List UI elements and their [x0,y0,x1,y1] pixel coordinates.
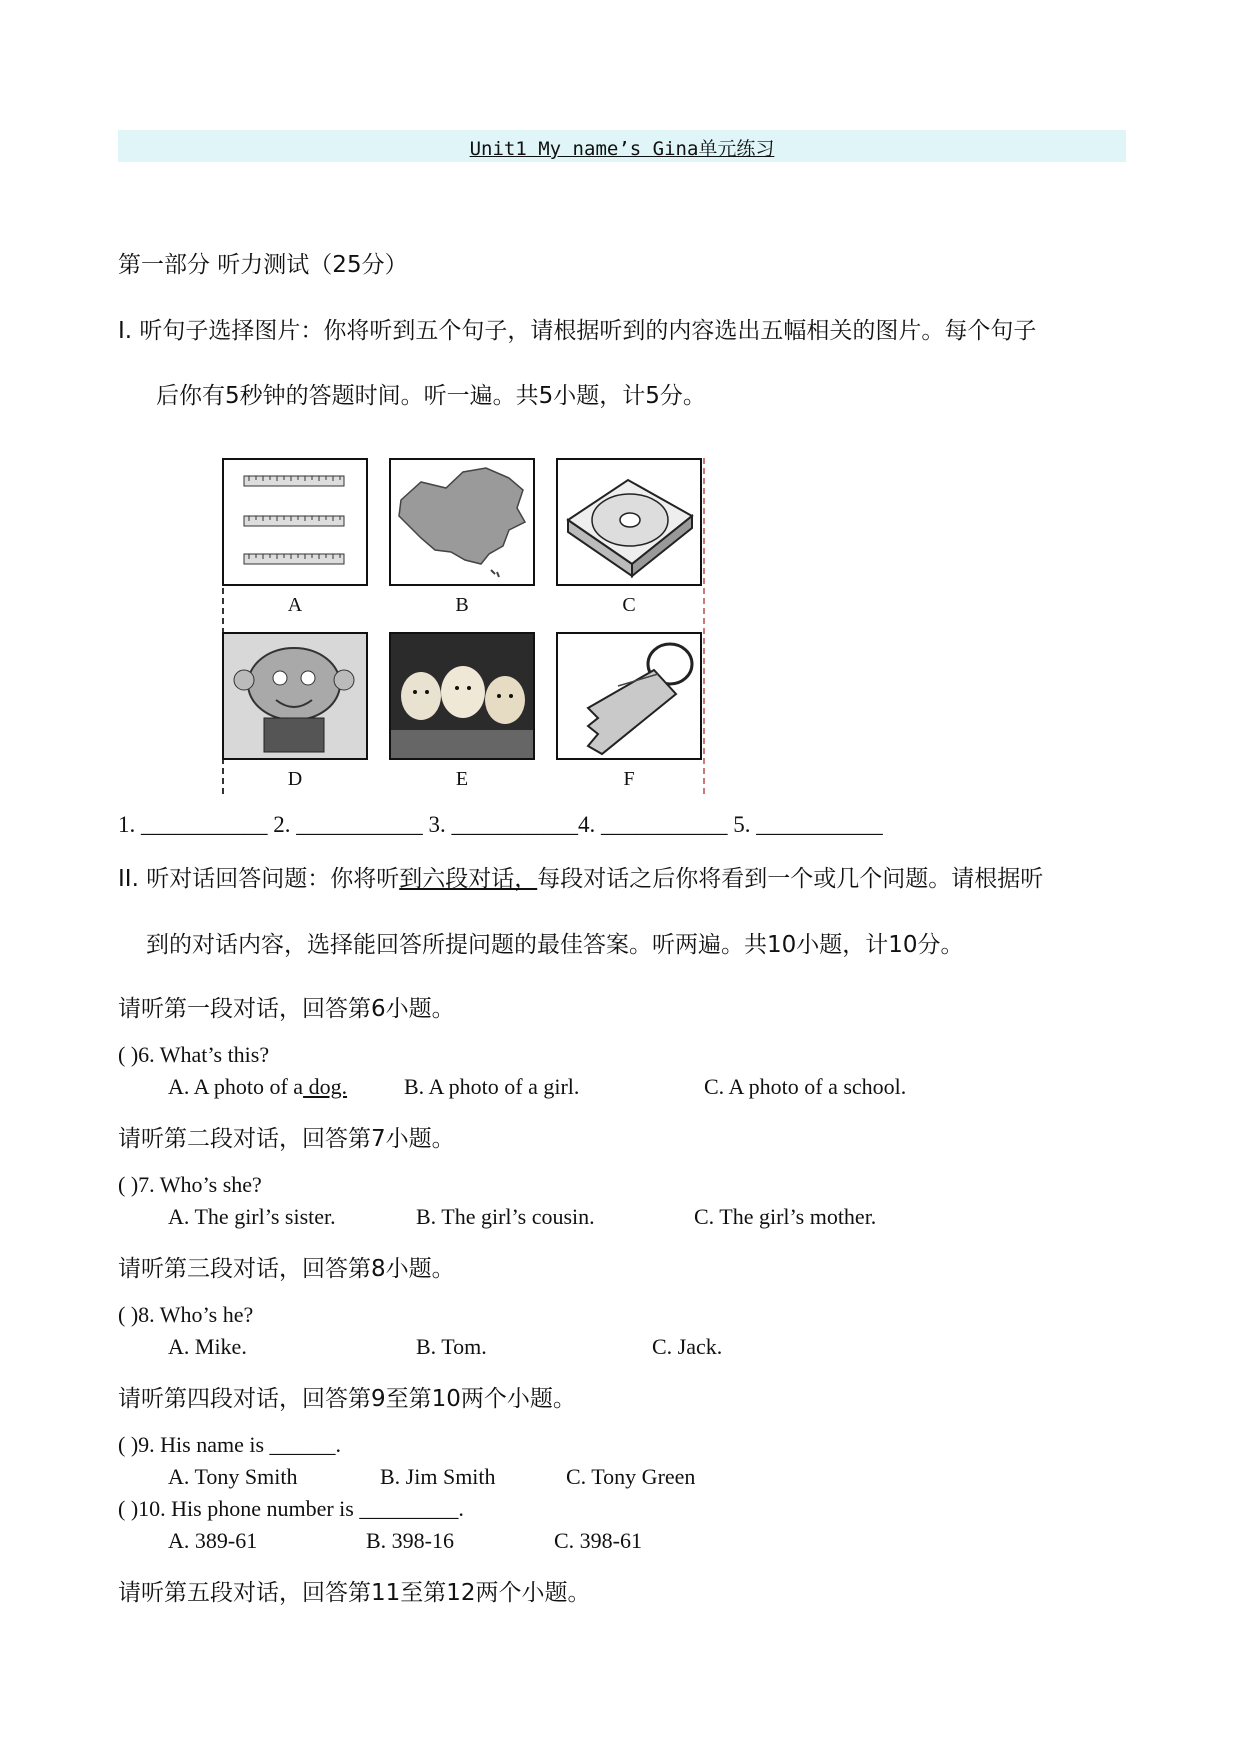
question-7-stem: ( )7. Who’s she? [118,1172,262,1197]
answer-blanks: 1. ___________ 2. ___________ 3. ___________4. ___________ 5. ___________ [118,812,883,837]
question-9-stem: ( )9. His name is ______. [118,1432,342,1457]
rulers-icon [224,460,366,584]
question-9-option-a: A. Tony Smith [168,1464,298,1489]
question-8-stem: ( )8. Who’s he? [118,1302,254,1327]
dialog-intro-4: 请听第四段对话，回答第9至第10两个小题。 [118,1386,576,1412]
picture-a [222,458,368,586]
section2-instruction-line1: II. 听对话回答问题：你将听到六段对话，每段对话之后你将看到一个或几个问题。请根据听 [118,866,1044,892]
question-10-stem: ( )10. His phone number is _________. [118,1496,464,1521]
question-8-option-c: C. Jack. [652,1334,723,1359]
question-10-option-c: C. 398-61 [554,1528,642,1553]
picture-label-b: B [455,594,469,616]
picture-d [222,632,368,760]
china-map-icon [391,460,533,584]
picture-e [389,632,535,760]
picture-label-a: A [287,594,303,616]
question-9-option-c: C. Tony Green [566,1464,696,1489]
question-6-option-c: C. A photo of a school. [704,1074,907,1099]
question-10-option-a: A. 389-61 [168,1528,258,1553]
picture-label-c: C [622,594,636,616]
question-7-option-c: C. The girl’s mother. [694,1204,877,1229]
picture-c [556,458,702,586]
section2-instruction-line2: 到的对话内容，选择能回答所提问题的最佳答案。听两遍。共10小题，计10分。 [146,932,964,958]
question-8-option-b: B. Tom. [416,1334,487,1359]
question-6-option-b: B. A photo of a girl. [404,1074,580,1099]
cd-case-icon [558,460,700,584]
puppies-photo-icon [391,634,533,758]
picture-label-f: F [623,768,635,790]
section1-instruction-line2: 后你有5秒钟的答题时间。听一遍。共5小题，计5分。 [156,383,706,409]
dialog-intro-5: 请听第五段对话，回答第11至第12两个小题。 [118,1580,591,1606]
grid-right-border [703,458,705,794]
question-6-option-a: A. A photo of a dog. [168,1074,348,1099]
key-icon [558,634,700,758]
picture-b [389,458,535,586]
question-10-option-b: B. 398-16 [366,1528,454,1553]
part1-heading: 第一部分 听力测试（25分） [118,252,408,278]
dialog-intro-3: 请听第三段对话，回答第8小题。 [118,1256,455,1282]
section1-instruction-line1: I. 听句子选择图片：你将听到五个句子，请根据听到的内容选出五幅相关的图片。每个句子 [118,318,1037,344]
page-title: Unit1 My name’s Gina单元练习 [469,138,775,160]
question-8-option-a: A. Mike. [168,1334,247,1359]
picture-label-e: E [455,768,469,790]
question-7-option-b: B. The girl’s cousin. [416,1204,595,1229]
picture-label-d: D [287,768,303,790]
question-7-option-a: A. The girl’s sister. [168,1204,336,1229]
picture-f [556,632,702,760]
question-6-stem: ( )6. What’s this? [118,1042,270,1067]
dialog-intro-2: 请听第二段对话，回答第7小题。 [118,1126,455,1152]
dialog-intro-1: 请听第一段对话，回答第6小题。 [118,996,455,1022]
question-9-option-b: B. Jim Smith [380,1464,496,1489]
old-man-cartoon-icon [224,634,366,758]
